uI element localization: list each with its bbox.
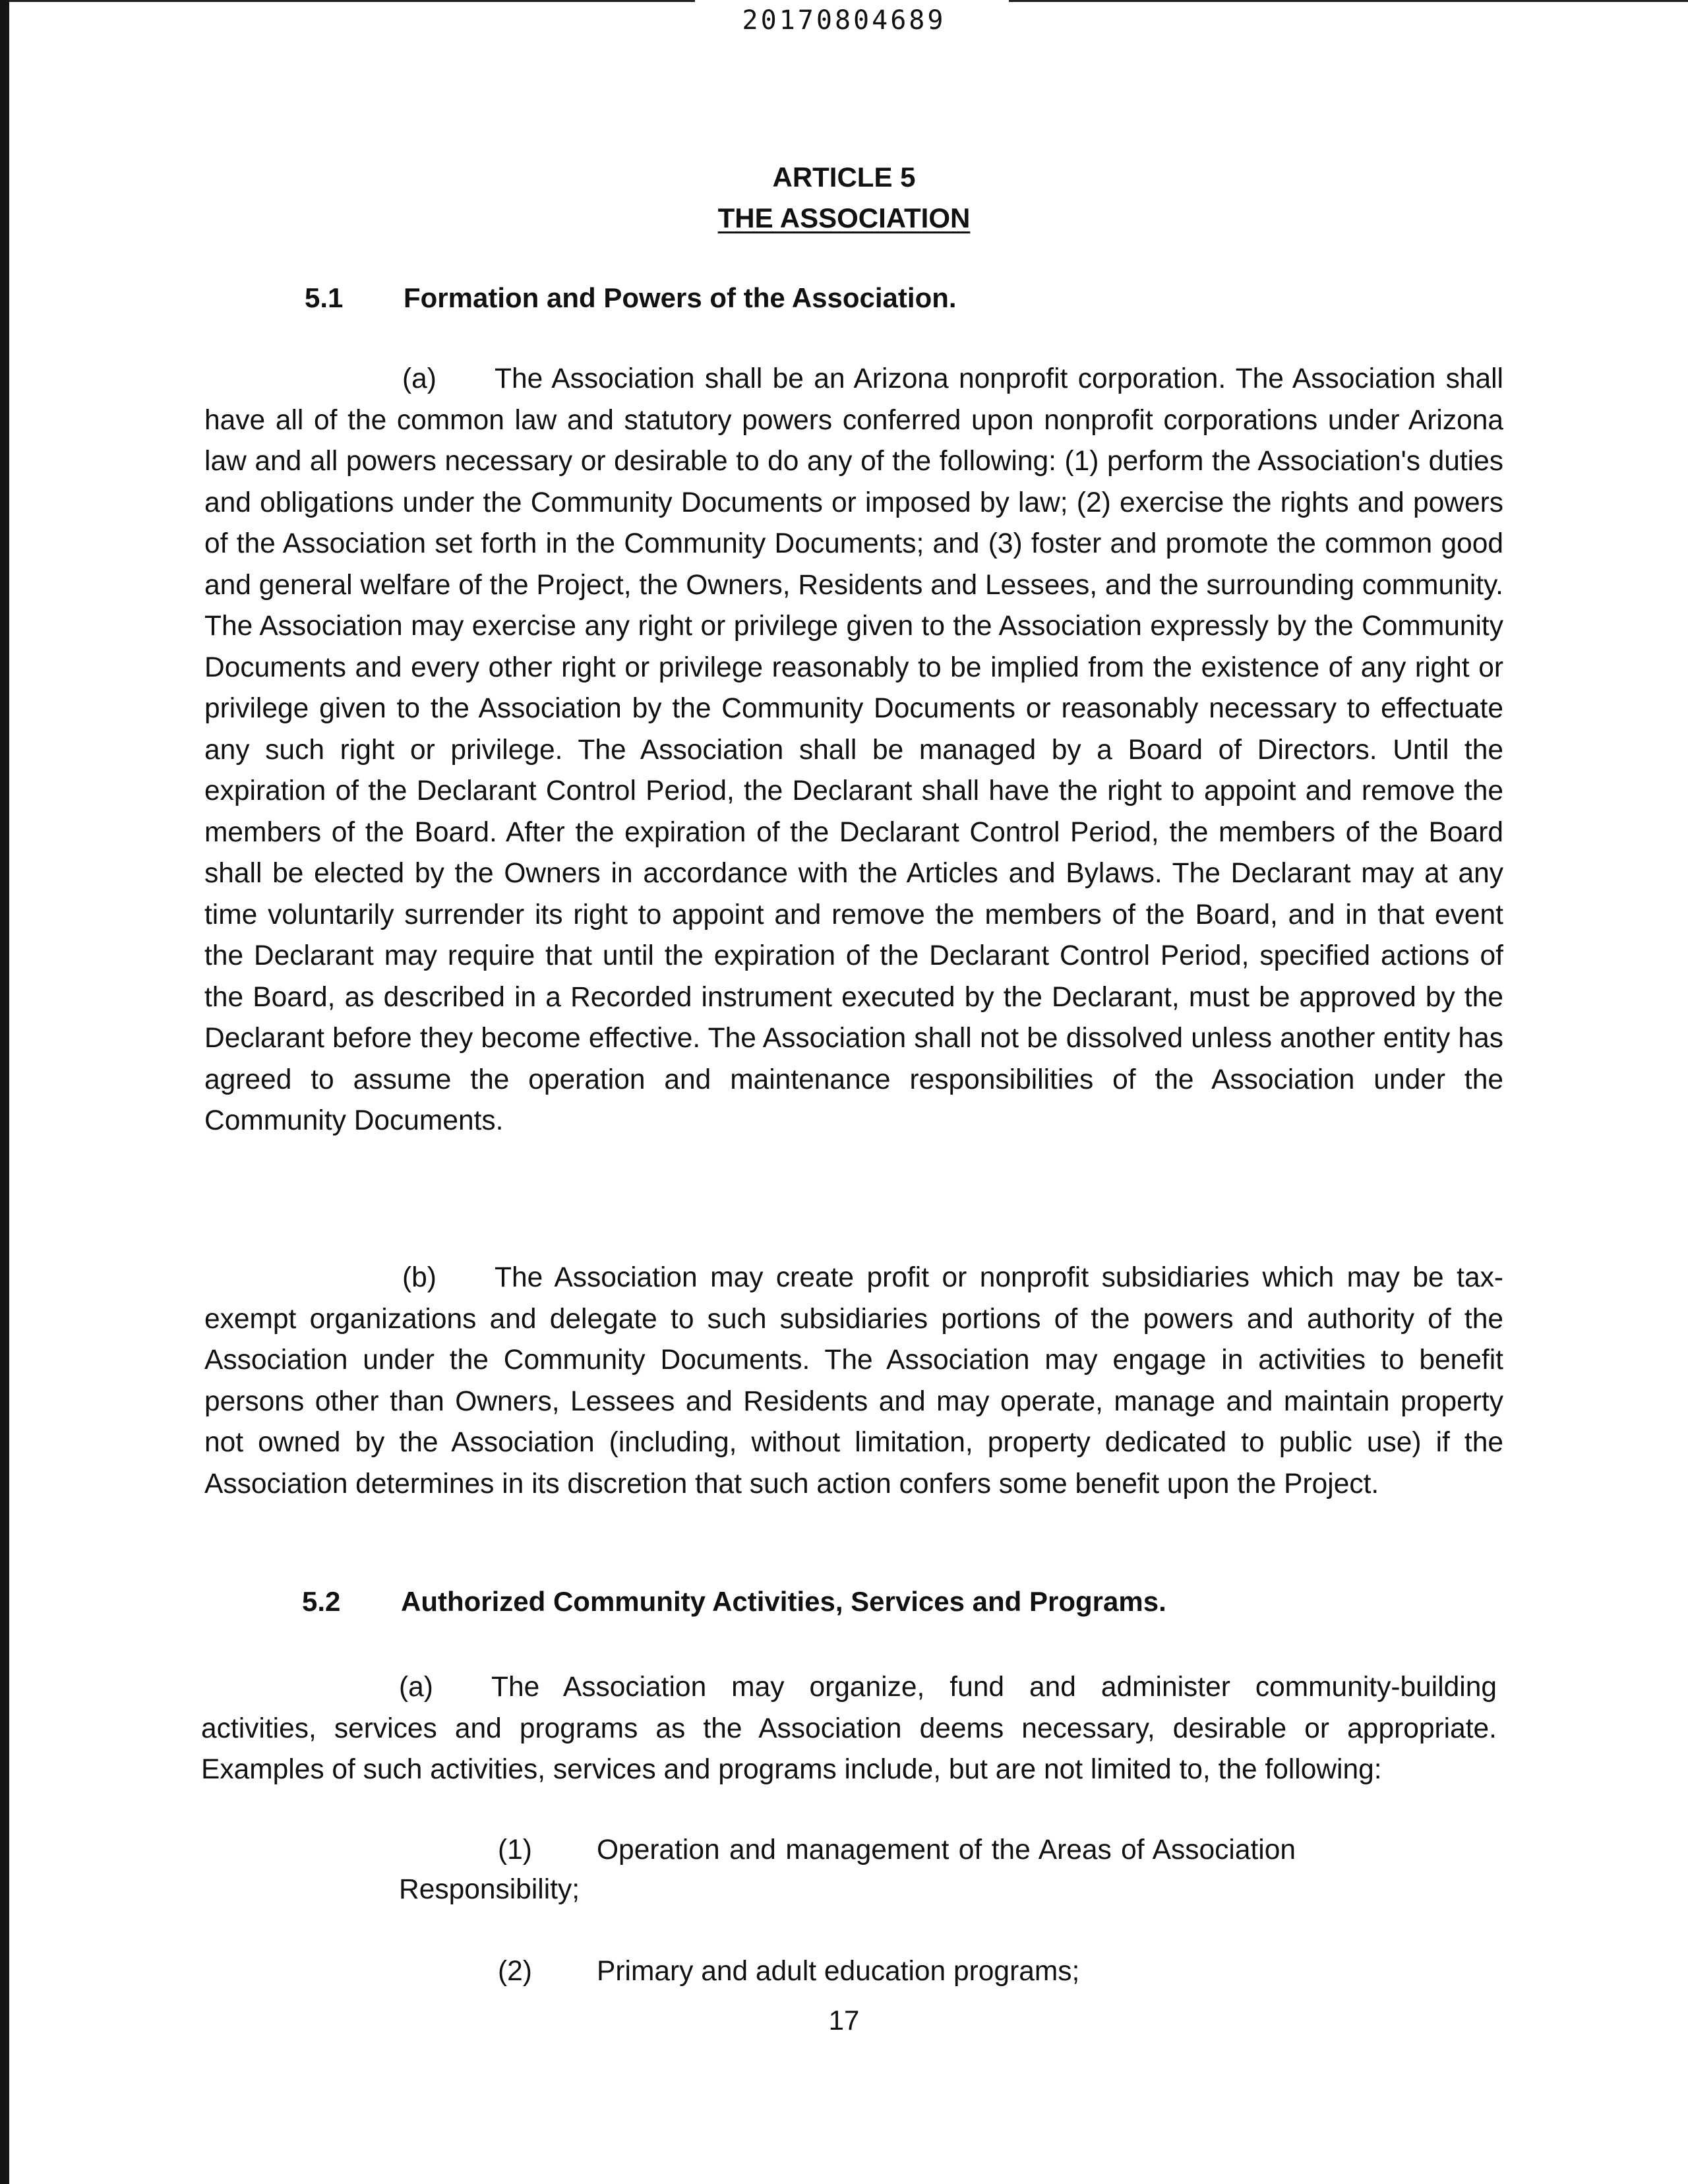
article-number: ARTICLE 5 xyxy=(772,162,916,193)
article-heading xyxy=(0,157,1688,239)
section-number: 5.1 xyxy=(305,282,344,313)
section-5-1-heading xyxy=(305,282,957,314)
paragraph-5-1-b xyxy=(204,1258,1503,1505)
scan-line xyxy=(1009,0,1688,2)
list-item-label: (2) xyxy=(498,1956,532,1987)
section-title: Authorized Community Activities, Services and Programs. xyxy=(401,1586,1166,1617)
recording-number: 20170804689 xyxy=(742,5,946,36)
paragraph-text: The Association may create profit or nonprofit subsidiaries which may be tax-exempt organizations and delegate to such subsidiaries portions of the powers and authority of the Association under the Community Documents. The Association may engage in activities to benefit persons other than Owners, Lessees and Residents and may operate, manage and maintain property not owned by the Association (including, without limitation, property dedicated to public use) if the Association determines in its discretion that such action confers some benefit upon the Project. xyxy=(204,1262,1503,1500)
list-item-label: (1) xyxy=(498,1835,532,1866)
section-number: 5.2 xyxy=(302,1586,341,1617)
page-number: 17 xyxy=(828,2005,860,2036)
list-item-2 xyxy=(399,1952,1296,1991)
article-title xyxy=(0,198,1688,239)
paragraph-label: (a) xyxy=(399,1672,433,1703)
paragraph-5-1-a xyxy=(204,359,1503,1142)
paragraph-label: (b) xyxy=(402,1262,437,1293)
paragraph-5-2-a xyxy=(201,1667,1497,1791)
list-item-1 xyxy=(399,1831,1296,1910)
paragraph-label: (a) xyxy=(402,363,437,394)
list-item-text: Operation and management of the Areas of Association Responsibility; xyxy=(399,1835,1296,1905)
scan-line xyxy=(9,0,695,2)
scan-edge xyxy=(0,0,9,2184)
section-title: Formation and Powers of the Association. xyxy=(404,282,957,313)
list-item-text: Primary and adult education programs; xyxy=(597,1956,1080,1987)
section-5-2-heading xyxy=(302,1586,1166,1618)
paragraph-text: The Association shall be an Arizona nonprofit corporation. The Association shall have all of the common law and statutory powers conferred upon nonprofit corporations under Arizona law and all powers necessary or desirable to do any of the following: (1) perform the Association's duties and obligations under the Community Documents or imposed by law; (2) exercise the rights and powers of the Association set forth in the Community Documents; and (3) foster and promote the common good and general welfare of the Project, the Owners, Residents and Lessees, and the surrounding community. The Association may exercise any right or privilege given to the Association expressly by the Community Documents and every other right or privilege reasonably to be implied from the existence of any right or privilege given to the Association by the Community Documents or reasonably necessary to effectuate any such right or privilege. The Association shall be managed by a Board of Directors. Until the expiration of the Declarant Control Period, the Declarant shall have the right to appoint and remove the members of the Board. After the expiration of the Declarant Control Period, the members of the Board shall be elected by the Owners in accordance with the Articles and Bylaws. The Declarant may at any time voluntarily surrender its right to appoint and remove the members of the Board, and in that event the Declarant may require that until the expiration of the Declarant Control Period, specified actions of the Board, as described in a Recorded instrument executed by the Declarant, must be approved by the Declarant before they become effective. The Association shall not be dissolved unless another entity has agreed to assume the operation and maintenance responsibilities of the Association under the Community Documents. xyxy=(204,363,1503,1136)
article-title-text: THE ASSOCIATION xyxy=(717,202,971,233)
paragraph-text: The Association may organize, fund and administer community-building activities, services and programs as the Association deems necessary, desirable or appropriate. Examples of such activities, services and programs include, but are not limited to, the following: xyxy=(201,1672,1497,1785)
